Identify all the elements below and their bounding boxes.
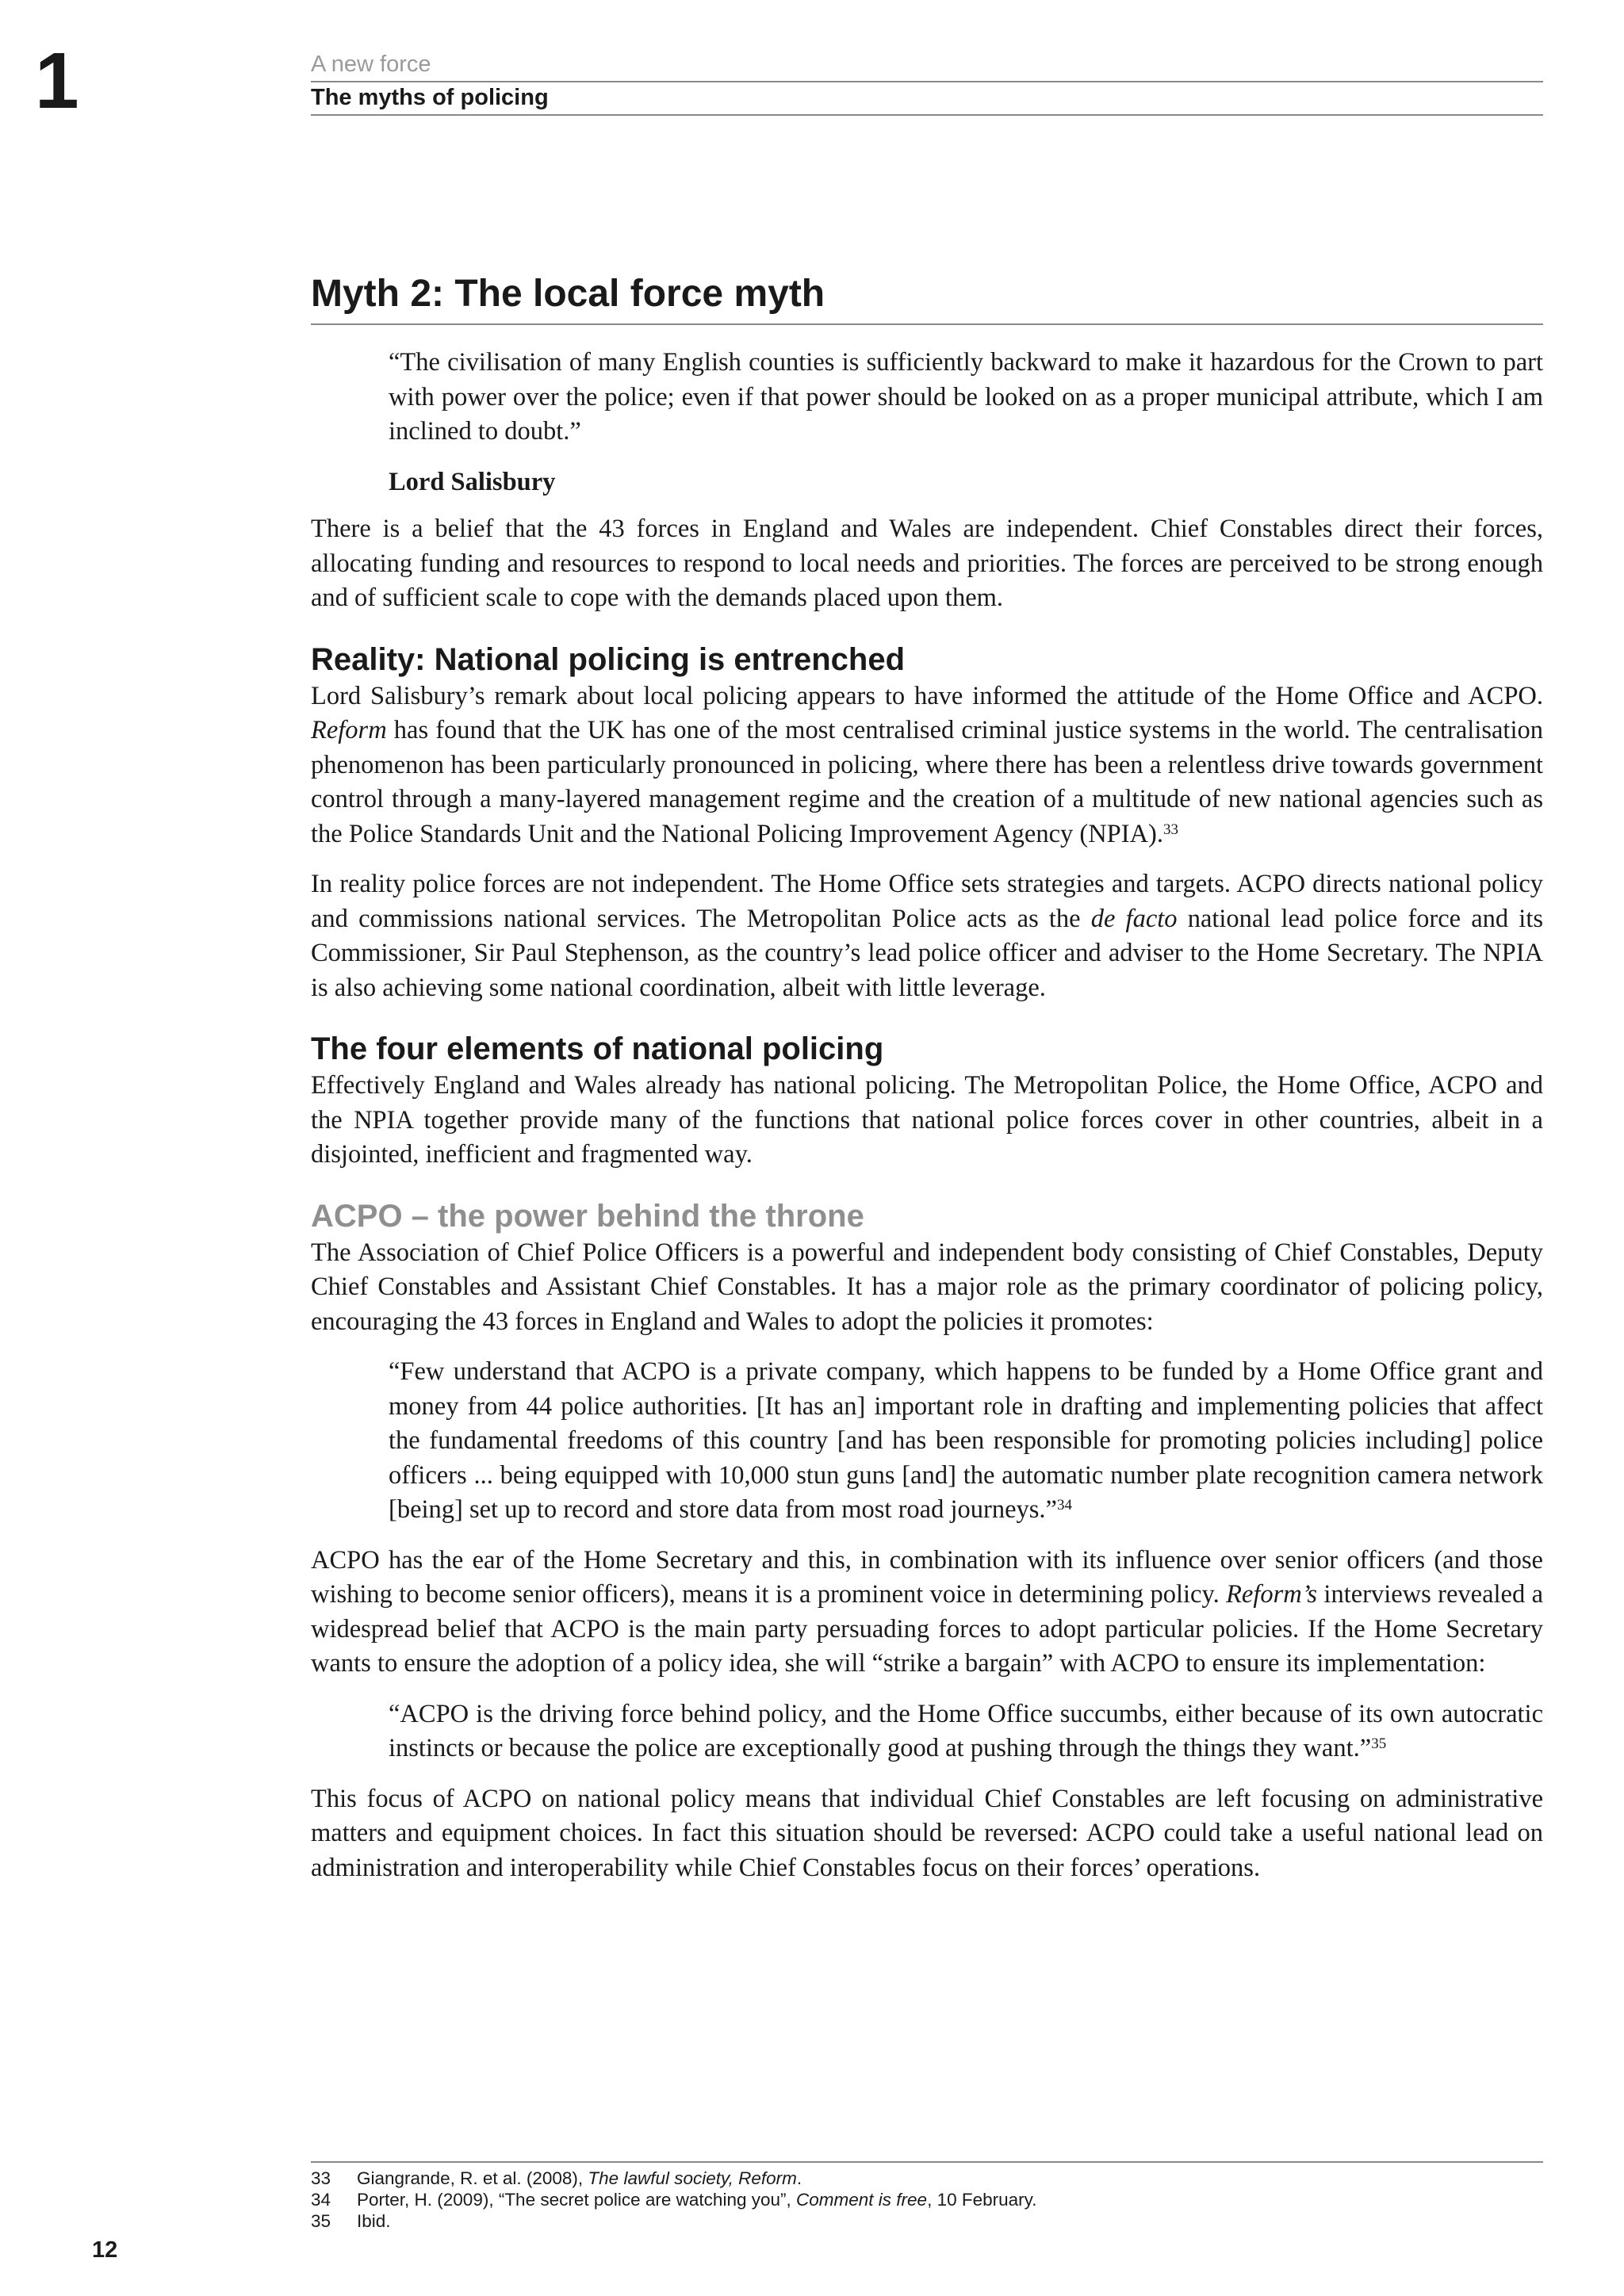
header-subsection: The myths of policing [311, 82, 1543, 116]
text-run: , 10 February. [927, 2190, 1037, 2210]
acpo-quote-2 [311, 1697, 1543, 1766]
myth-paragraph: There is a belief that the 43 forces in England and Wales are independent. Chief Constables direct their forces, allocating funding and resources to respond to local needs and priorities. The forces are perceived to be strong enough and of sufficient scale to cope with the demands placed upon them. [311, 515, 1543, 612]
chapter-number: 1 [35, 36, 79, 125]
text-run: “Few understand that ACPO is a private company, which happens to be funded by a Home Office grant and money from 44 police authorities. [It has an] important role in drafting and implementing policies that affect the fundamental freedoms of this country [and has been responsible for promoting policies including] police officers ... being equipped with 10,000 stun guns [and] the automatic number plate recognition camera network [being] set up to record and store data from most road journeys.” [389, 1357, 1543, 1524]
text-run: “ACPO is the driving force behind policy, and the Home Office succumbs, either because of its own autocratic instincts or because the police are exceptionally good at pushing through the things they want.” [389, 1699, 1543, 1762]
footnote-number: 33 [311, 2168, 331, 2188]
text-run: Giangrande, R. et al. (2008), [357, 2168, 588, 2188]
italic-title: Comment is free [796, 2190, 928, 2210]
italic-reform: Reform [311, 716, 387, 744]
footnote-text [357, 2168, 802, 2189]
reality-paragraph-1 [311, 679, 1543, 852]
text-run: national lead police force and its Commissioner, Sir Paul Stephenson, as the country’s lead police officer and adviser to the Home Secretary. The NPIA is also achieving some national coordination, albeit with little leverage. [311, 904, 1543, 1002]
italic-reforms: Reform’s [1226, 1580, 1318, 1609]
header-section: A new force [311, 49, 1543, 82]
acpo-paragraph-3: This focus of ACPO on national policy means that individual Chief Constables are left focusing on administrative matters and equipment choices. In fact this situation should be reversed: ACPO could take a useful national lead on administration and interoperability while Chief Constables focus on their forces’ operations. [311, 1784, 1543, 1882]
footnote-ref-35[interactable]: 35 [1371, 1735, 1387, 1752]
footnote-item [311, 2189, 1543, 2210]
quote-attribution: Lord Salisbury [389, 467, 556, 496]
acpo-paragraph-2 [311, 1544, 1543, 1682]
italic-de-facto: de facto [1090, 904, 1178, 933]
text-run: ACPO has the ear of the Home Secretary and this, in combination with its influence over senior officers (and those wishing to become senior officers), means it is a prominent voice in determining policy. [311, 1545, 1543, 1609]
footnote-item [311, 2168, 1543, 2189]
footnote-ref-34[interactable]: 34 [1056, 1497, 1072, 1513]
text-run: In reality police forces are not independent. The Home Office sets strategies and targets. ACPO directs national policy and commissions national services. The Metropolitan Police acts as the [311, 870, 1543, 933]
footnote-text [357, 2189, 1036, 2210]
running-header [311, 49, 1543, 116]
myth-heading: Myth 2: The local force myth [311, 270, 1543, 325]
reality-paragraph-2 [311, 867, 1543, 1005]
acpo-heading: ACPO – the power behind the throne [311, 1198, 864, 1234]
text-run: interviews revealed a widespread belief that ACPO is the main party persuading forces to adopt particular policies. If the Home Secretary wants to ensure the adoption of a policy idea, she will “strike a bargain” with ACPO to ensure its implementation: [311, 1580, 1543, 1678]
salisbury-quote: “The civilisation of many English counties is sufficiently backward to make it hazardous for the Crown to part with power over the police; even if that power should be looked on as a proper municipal attribute, which I am inclined to doubt.” [389, 348, 1543, 446]
footnote-number: 35 [311, 2211, 331, 2231]
acpo-quote-1 [311, 1355, 1543, 1528]
italic-title: The lawful society, Reform [588, 2168, 797, 2188]
text-run: Porter, H. (2009), “The secret police are watching you”, [357, 2190, 796, 2210]
four-elements-heading: The four elements of national policing [311, 1031, 884, 1066]
four-elements-paragraph: Effectively England and Wales already has national policing. The Metropolitan Police, the Home Office, ACPO and the NPIA together provide many of the functions that national police forces cover in other countries, albeit in a disjointed, inefficient and fragmented way. [311, 1071, 1543, 1169]
text-run: Lord Salisbury’s remark about local policing appears to have informed the attitude of the Home Office and ACPO. [311, 681, 1543, 710]
text-run: has found that the UK has one of the most centralised criminal justice systems in the world. The centralisation phenomenon has been particularly pronounced in policing, where there has been a relentless drive towards government control through a many-layered management regime and the creation of a multitude of new national agencies such as the Police Standards Unit and the National Policing Improvement Agency (NPIA). [311, 716, 1543, 848]
footnote-text [357, 2210, 391, 2232]
footnotes [311, 2161, 1543, 2232]
main-content [311, 270, 1543, 1901]
footnote-number: 34 [311, 2190, 331, 2210]
page-number: 12 [92, 2237, 118, 2263]
footnote-item [311, 2210, 1543, 2232]
reality-heading: Reality: National policing is entrenched [311, 641, 906, 677]
text-run: . [796, 2168, 802, 2188]
footnote-ref-33[interactable]: 33 [1163, 821, 1178, 838]
acpo-paragraph-1: The Association of Chief Police Officers is a powerful and independent body consisting of Chief Constables, Deputy Chief Constables and Assistant Chief Constables. It has a major role as the primary coordinator of policing policy, encouraging the 43 forces in England and Wales to adopt the policies it promotes: [311, 1238, 1543, 1336]
text-run: Ibid. [357, 2211, 391, 2231]
